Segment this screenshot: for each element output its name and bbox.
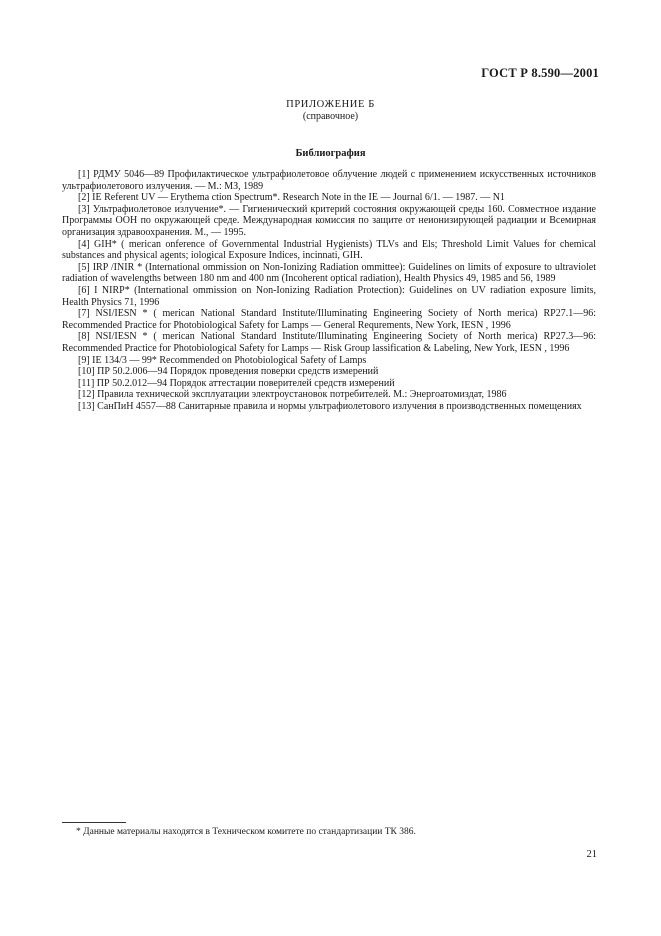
footnote-divider [62, 822, 126, 823]
bibliography-item: [4] GIH* ( merican onference of Governmental Industrial Hygienists) TLVs and Els; Threshold Limit Values for chemical substances and physical agents; iological Exposure Indices, incinnati, GIH. [62, 238, 596, 262]
appendix-subtitle: (справочное) [302, 111, 359, 122]
bibliography-item: [7] NSI/IESN * ( merican National Standard Institute/Illuminating Engineering Society of North merica) RP27.1—96: Recommended Practice for Photobiological Safety for Lamps — General Requrements, New York, IESN , 1996 [62, 308, 596, 331]
bibliography-title: Библиография [295, 148, 366, 159]
bibliography-item: [8] NSI/IESN * ( merican National Standard Institute/Illuminating Engineering Society of North merica) RP27.3—96: Recommended Practice for Photobiological Safety for Lamps — Risk Group lassification & Labeling, New York, IESN , 1996 [62, 331, 596, 354]
bibliography-item: [2] IE Referent UV — Erythema ction Spectrum*. Research Note in the IE — Journal 6/1. — 1987. — N1 [78, 192, 505, 204]
bibliography-item: [12] Правила технической эксплуатации электроустановок потребителей. М.: Энергоатомиздат, 1986 [78, 389, 507, 401]
bibliography-item: [6] I NIRP* (International ommission on Non-Ionizing Radiation Protection): Guidelines on UV radiation exposure limits, Health Physics 71, 1996 [62, 284, 596, 308]
bibliography-item: [5] IRP /INIR * (International ommission on Non-Ionizing Radiation ommittee): Guidelines on limits of exposure to ultraviolet radiation of wavelengths between 180 nm and 400 nm (Incoherent optical radiation), Health Physics 49, 1985 and 56, 1989 [62, 261, 596, 285]
bibliography-item: [10] ПР 50.2.006—94 Порядок проведения поверки средств измерений [78, 366, 379, 378]
bibliography-item: [13] СанПиН 4557—88 Санитарные правила и нормы ультрафиолетового излучения в производственных помещениях [78, 400, 582, 412]
bibliography-item: [11] ПР 50.2.012—94 Порядок аттестации поверителей средств измерений [78, 377, 395, 389]
bibliography-item: [3] Ультрафиолетовое излучение*. — Гигиенический критерий состояния окружающей среды 160. Совместное издание Программы ООН по окружающей среде. Международная комиссия по защите от неионизирующей радиации и Всемирная организация здравоохранения. М., — 1995. [62, 203, 596, 238]
bibliography-item: [1] РДМУ 5046—89 Профилактическое ультрафиолетовое облучение людей с применением искусственных источников ультрафиолетового излучения. — М.: МЗ, 1989 [62, 169, 596, 192]
page-number: 21 [586, 849, 597, 860]
appendix-title: ПРИЛОЖЕНИЕ Б [286, 99, 375, 110]
footnote: * Данные материалы находятся в Техническом комитете по стандартизации ТК 386. [76, 827, 416, 837]
document-code: ГОСТ Р 8.590—2001 [481, 66, 599, 80]
bibliography-item: [9] IE 134/3 — 99* Recommended on Photobiological Safety of Lamps [78, 354, 367, 366]
bibliography-list [62, 169, 596, 412]
